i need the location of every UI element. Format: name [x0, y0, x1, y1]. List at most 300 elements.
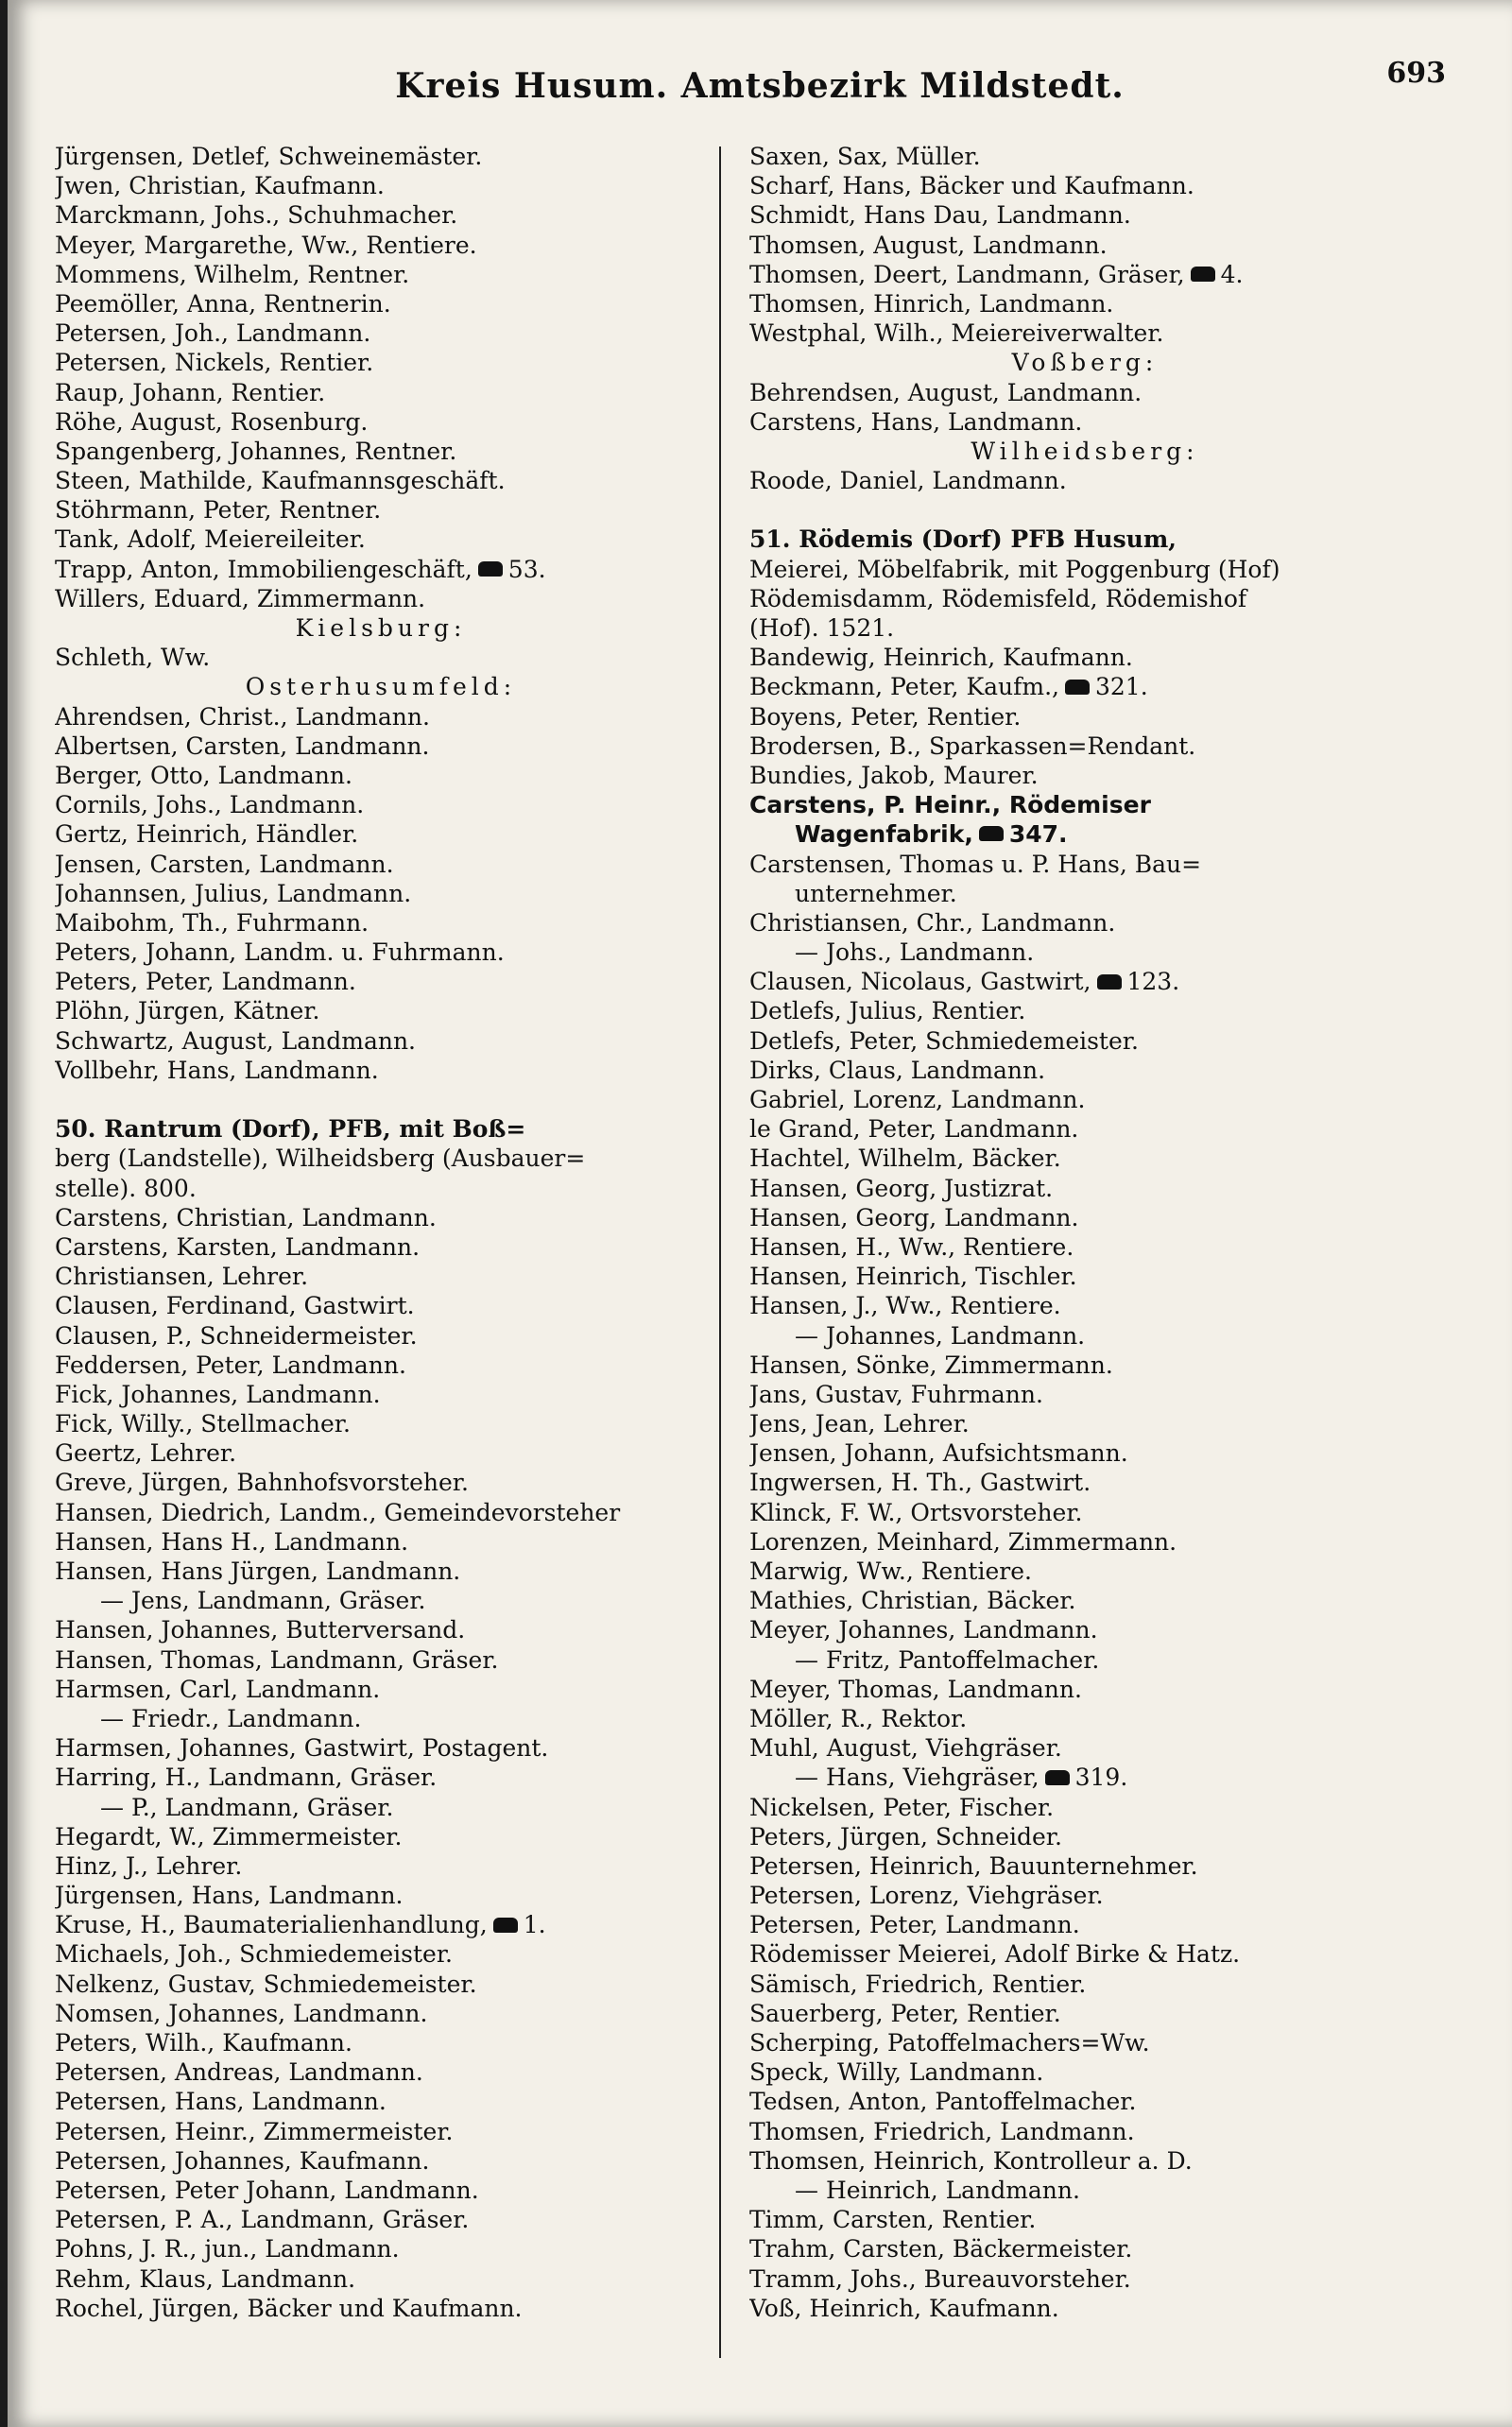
entry-text: Mathies, Christian, Bäcker.	[749, 1587, 1076, 1615]
entry-text: Jens, Jean, Lehrer.	[749, 1410, 970, 1438]
right-column	[749, 142, 1420, 2323]
directory-entry	[55, 908, 707, 938]
entry-text: Meyer, Thomas, Landmann.	[749, 1675, 1082, 1703]
directory-entry	[749, 2087, 1420, 2116]
entry-text: Nelkenz, Gustav, Schmiedemeister.	[55, 1970, 477, 1998]
directory-entry	[55, 1291, 707, 1320]
entry-text: Röhe, August, Rosenburg.	[55, 407, 369, 436]
entry-text: Nickelsen, Peter, Fischer.	[749, 1793, 1055, 1821]
directory-entry	[749, 1409, 1420, 1438]
directory-entry	[749, 1056, 1420, 1085]
directory-entry	[749, 1557, 1420, 1586]
directory-entry	[55, 2234, 707, 2263]
directory-entry	[55, 2264, 707, 2294]
directory-entry	[55, 819, 707, 849]
directory-entry	[749, 584, 1420, 613]
phone-number: 1.	[523, 1911, 546, 1939]
directory-entry	[749, 1321, 1420, 1351]
entry-text: Schleth, Ww.	[55, 644, 211, 672]
entry-text: Hansen, Georg, Landmann.	[749, 1203, 1079, 1231]
entry-text: Thomsen, Deert, Landmann, Gräser,	[749, 260, 1185, 288]
directory-entry	[55, 967, 707, 996]
municipality-heading	[749, 525, 1420, 554]
entry-text: Schwartz, August, Landmann.	[55, 1026, 416, 1055]
entry-text: Cornils, Johs., Landmann.	[55, 791, 365, 819]
directory-entry	[749, 850, 1420, 879]
entry-text: Petersen, Andreas, Landmann.	[55, 2058, 423, 2087]
entry-text: Hansen, Sönke, Zimmermann.	[749, 1351, 1113, 1379]
directory-entry	[55, 1615, 707, 1644]
entry-text: Bundies, Jakob, Maurer.	[749, 761, 1039, 789]
directory-entry	[749, 200, 1420, 230]
directory-entry	[55, 1438, 707, 1468]
phone-number: 4.	[1220, 260, 1244, 288]
entry-text: Nomsen, Johannes, Landmann.	[55, 1999, 428, 2027]
directory-entry	[749, 1380, 1420, 1409]
entry-text: Carstensen, Thomas u. P. Hans, Bau=	[749, 850, 1202, 878]
directory-entry	[55, 1498, 707, 1527]
entry-text: Carstens, P. Heinr., Rödemiser	[749, 791, 1151, 819]
directory-entry	[749, 1174, 1420, 1203]
entry-text: Trapp, Anton, Immobiliengeschäft,	[55, 555, 472, 583]
directory-entry	[55, 643, 707, 672]
entry-text: Muhl, August, Viehgräser.	[749, 1734, 1062, 1763]
entry-text: Osterhusumfeld:	[245, 673, 517, 701]
entry-text: Wilheidsberg:	[971, 437, 1199, 465]
entry-text: Westphal, Wilh., Meiereiverwalter.	[749, 319, 1164, 348]
entry-text: Detlefs, Peter, Schmiedemeister.	[749, 1026, 1139, 1055]
directory-entry	[749, 1763, 1420, 1792]
page-header	[8, 57, 1512, 119]
directory-entry	[749, 2205, 1420, 2234]
entry-text: Thomsen, Hinrich, Landmann.	[749, 289, 1114, 318]
entry-text: Ahrendsen, Christ., Landmann.	[55, 702, 430, 731]
entry-text: Hansen, J., Ww., Rentiere.	[749, 1292, 1061, 1320]
entry-text: Schmidt, Hans Dau, Landmann.	[749, 201, 1131, 230]
directory-entry	[749, 879, 1420, 908]
directory-entry	[55, 2146, 707, 2176]
entry-text: Carstens, Hans, Landmann.	[749, 407, 1083, 436]
entry-text: Hansen, Johannes, Butterversand.	[55, 1616, 466, 1644]
directory-entry	[749, 1085, 1420, 1114]
spacer	[749, 495, 1420, 525]
entry-text: Harmsen, Johannes, Gastwirt, Postagent.	[55, 1734, 549, 1763]
directory-entry	[749, 1645, 1420, 1675]
directory-entry	[749, 555, 1420, 584]
directory-entry	[749, 1586, 1420, 1615]
page-title: Kreis Husum. Amtsbezirk Mildstedt.	[395, 66, 1125, 106]
directory-entry	[55, 2087, 707, 2116]
entry-text: Scharf, Hans, Bäcker und Kaufmann.	[749, 172, 1194, 200]
directory-entry	[749, 1144, 1420, 1173]
directory-page	[8, 0, 1512, 2427]
directory-entry	[749, 908, 1420, 938]
entry-text: Sauerberg, Peter, Rentier.	[749, 1999, 1061, 2027]
directory-entry	[55, 850, 707, 879]
locality-heading	[749, 348, 1420, 377]
directory-entry	[749, 2057, 1420, 2087]
municipality-heading	[55, 1114, 707, 1144]
entry-text: Johannsen, Julius, Landmann.	[55, 879, 412, 907]
entry-text: Marwig, Ww., Rentiere.	[749, 1558, 1032, 1585]
entry-text: Tedsen, Anton, Pantoffelmacher.	[749, 2088, 1137, 2116]
directory-entry	[55, 525, 707, 554]
directory-entry	[749, 1291, 1420, 1320]
entry-text: Petersen, Peter Johann, Landmann.	[55, 2176, 479, 2204]
entry-text: Thomsen, Friedrich, Landmann.	[749, 2117, 1135, 2145]
directory-entry	[55, 938, 707, 967]
directory-entry	[749, 732, 1420, 761]
directory-entry	[749, 1733, 1420, 1763]
directory-entry	[749, 466, 1420, 495]
entry-text: le Grand, Peter, Landmann.	[749, 1115, 1079, 1144]
entry-text: Tramm, Johs., Bureauvorsteher.	[749, 2264, 1131, 2293]
entry-text: Trahm, Carsten, Bäckermeister.	[749, 2235, 1133, 2263]
entry-text: Jensen, Carsten, Landmann.	[55, 850, 394, 878]
phone-number: 347.	[1008, 820, 1068, 849]
entry-text: Peters, Johann, Landm. u. Fuhrmann.	[55, 938, 505, 967]
entry-text: Ingwersen, H. Th., Gastwirt.	[749, 1469, 1091, 1497]
directory-entry	[749, 1704, 1420, 1733]
directory-entry	[55, 2028, 707, 2057]
entry-text: Petersen, Hans, Landmann.	[55, 2088, 387, 2116]
directory-entry	[749, 967, 1420, 996]
entry-text: Hansen, Thomas, Landmann, Gräser.	[55, 1645, 499, 1674]
entry-text: Petersen, P. A., Landmann, Gräser.	[55, 2206, 470, 2234]
entry-text: — Jens, Landmann, Gräser.	[100, 1587, 426, 1615]
entry-text: Michaels, Joh., Schmiedemeister.	[55, 1940, 453, 1969]
directory-entry	[749, 1999, 1420, 2028]
entry-text: Hansen, H., Ww., Rentiere.	[749, 1232, 1074, 1261]
entry-text: Carstens, Christian, Landmann.	[55, 1203, 437, 1231]
entry-text: Lorenzen, Meinhard, Zimmermann.	[749, 1527, 1177, 1556]
directory-entry	[55, 2057, 707, 2087]
entry-text: Harring, H., Landmann, Gräser.	[55, 1764, 438, 1792]
entry-text: Steen, Mathilde, Kaufmannsgeschäft.	[55, 467, 506, 495]
entry-text: Hansen, Hans H., Landmann.	[55, 1527, 409, 1556]
page-number: 693	[1386, 57, 1446, 90]
directory-entry	[749, 1970, 1420, 1999]
directory-entry	[55, 702, 707, 732]
locality-heading	[55, 672, 707, 701]
entry-text: Hachtel, Wilhelm, Bäcker.	[749, 1145, 1061, 1173]
entry-text: Saxen, Sax, Müller.	[749, 143, 981, 170]
telephone-icon	[478, 561, 503, 577]
entry-text: Wagenfabrik,	[795, 820, 973, 849]
directory-entry	[55, 407, 707, 437]
directory-entry	[55, 879, 707, 908]
entry-text: Möller, R., Rektor.	[749, 1704, 968, 1732]
directory-entry	[749, 231, 1420, 260]
directory-entry	[749, 1232, 1420, 1262]
entry-text: Hansen, Georg, Justizrat.	[749, 1174, 1054, 1202]
entry-text: Rochel, Jürgen, Bäcker und Kaufmann.	[55, 2294, 523, 2322]
phone-number: 123.	[1126, 968, 1180, 996]
directory-entry	[55, 1733, 707, 1763]
entry-text: — Johs., Landmann.	[795, 938, 1035, 967]
directory-entry	[749, 2146, 1420, 2176]
entry-text: Christiansen, Lehrer.	[55, 1263, 309, 1291]
directory-entry	[55, 200, 707, 230]
telephone-icon	[1191, 267, 1215, 282]
entry-text: Gertz, Heinrich, Händler.	[55, 820, 359, 849]
directory-entry	[749, 790, 1420, 819]
directory-entry	[55, 1851, 707, 1881]
entry-text: Harmsen, Carl, Landmann.	[55, 1675, 381, 1703]
directory-entry	[55, 1321, 707, 1351]
directory-entry	[55, 289, 707, 318]
entry-text: Thomsen, August, Landmann.	[749, 231, 1108, 259]
entry-text: Petersen, Joh., Landmann.	[55, 319, 371, 348]
directory-entry	[749, 938, 1420, 967]
entry-text: Christiansen, Chr., Landmann.	[749, 908, 1116, 937]
entry-text: Jensen, Johann, Aufsichtsmann.	[749, 1439, 1128, 1468]
directory-entry	[749, 2294, 1420, 2323]
directory-entry	[749, 1822, 1420, 1851]
phone-number: 319.	[1074, 1764, 1128, 1792]
directory-entry	[749, 1910, 1420, 1939]
entry-text: Clausen, P., Schneidermeister.	[55, 1321, 418, 1350]
entry-text: Rödemisser Meierei, Adolf Birke & Hatz.	[749, 1940, 1241, 1969]
directory-entry	[749, 318, 1420, 348]
directory-entry	[749, 996, 1420, 1025]
directory-entry	[55, 996, 707, 1025]
entry-text: — Friedr., Landmann.	[100, 1704, 362, 1732]
locality-heading	[55, 613, 707, 643]
directory-entry	[55, 790, 707, 819]
entry-text: Marckmann, Johs., Schuhmacher.	[55, 201, 458, 230]
entry-text: Petersen, Heinr., Zimmermeister.	[55, 2117, 454, 2145]
directory-entry	[55, 142, 707, 171]
entry-text: Dirks, Claus, Landmann.	[749, 1056, 1046, 1084]
entry-text: Greve, Jürgen, Bahnhofsvorsteher.	[55, 1469, 469, 1497]
entry-text: Carstens, Karsten, Landmann.	[55, 1232, 421, 1261]
entry-text: Meierei, Möbelfabrik, mit Poggenburg (Hof)	[749, 555, 1280, 583]
directory-entry	[55, 171, 707, 200]
directory-entry	[749, 407, 1420, 437]
entry-text: Pohns, J. R., jun., Landmann.	[55, 2235, 400, 2263]
entry-text: Albertsen, Carsten, Landmann.	[55, 732, 430, 760]
left-column	[55, 142, 707, 2323]
entry-text: Peters, Jürgen, Schneider.	[749, 1822, 1062, 1850]
column-divider	[719, 146, 721, 2358]
directory-entry	[749, 1468, 1420, 1497]
entry-text: 50. Rantrum (Dorf), PFB, mit Boß=	[55, 1115, 526, 1144]
entry-text: Fick, Willy., Stellmacher.	[55, 1410, 351, 1438]
directory-entry	[55, 1144, 707, 1173]
directory-entry	[749, 1262, 1420, 1291]
entry-text: Feddersen, Peter, Landmann.	[55, 1351, 406, 1379]
spacer	[55, 1085, 707, 1114]
entry-text: Peters, Wilh., Kaufmann.	[55, 2029, 352, 2057]
directory-entry	[749, 761, 1420, 790]
entry-text: Voßberg:	[1011, 349, 1159, 377]
entry-text: Behrendsen, August, Landmann.	[749, 378, 1143, 406]
entry-text: Fick, Johannes, Landmann.	[55, 1380, 381, 1408]
directory-entry	[749, 2234, 1420, 2263]
phone-number: 53.	[507, 555, 546, 583]
directory-entry	[55, 1645, 707, 1675]
directory-entry	[55, 1203, 707, 1232]
locality-heading	[749, 437, 1420, 466]
entry-text: Petersen, Lorenz, Viehgräser.	[749, 1882, 1104, 1910]
entry-text: Rödemisdamm, Rödemisfeld, Rödemishof	[749, 584, 1247, 612]
entry-text: Clausen, Nicolaus, Gastwirt,	[749, 968, 1091, 996]
entry-text: Kruse, H., Baumaterialienhandlung,	[55, 1911, 488, 1939]
entry-text: Raup, Johann, Rentier.	[55, 378, 326, 406]
telephone-icon	[1097, 974, 1122, 990]
directory-entry	[749, 2117, 1420, 2146]
entry-text: Petersen, Heinrich, Bauunternehmer.	[749, 1851, 1198, 1880]
directory-entry	[749, 672, 1420, 701]
entry-text: Petersen, Nickels, Rentier.	[55, 349, 374, 377]
entry-text: Jwen, Christian, Kaufmann.	[55, 172, 385, 200]
directory-entry	[749, 1203, 1420, 1232]
entry-text: — Hans, Viehgräser,	[795, 1764, 1040, 1792]
directory-entry	[749, 1438, 1420, 1468]
directory-entry	[55, 231, 707, 260]
entry-text: Hansen, Diedrich, Landm., Gemeindevorsteher	[55, 1498, 621, 1526]
directory-entry	[55, 555, 707, 584]
entry-text: Sämisch, Friedrich, Rentier.	[749, 1970, 1087, 1998]
directory-entry	[55, 1793, 707, 1822]
entry-text: Kielsburg:	[295, 614, 467, 642]
directory-entry	[749, 378, 1420, 407]
entry-text: Beckmann, Peter, Kaufm.,	[749, 673, 1059, 701]
directory-entry	[55, 1527, 707, 1557]
entry-text: Scherping, Patoffelmachers=Ww.	[749, 2029, 1150, 2057]
directory-entry	[55, 1409, 707, 1438]
directory-entry	[55, 2176, 707, 2205]
directory-entry	[55, 761, 707, 790]
directory-entry	[55, 1939, 707, 1969]
entry-text: Roode, Daniel, Landmann.	[749, 467, 1067, 495]
entry-text: Brodersen, B., Sparkassen=Rendant.	[749, 732, 1196, 760]
directory-entry	[749, 2176, 1420, 2205]
entry-text: Geertz, Lehrer.	[55, 1439, 237, 1468]
entry-text: Willers, Eduard, Zimmermann.	[55, 584, 426, 612]
entry-text: Detlefs, Julius, Rentier.	[749, 997, 1026, 1025]
directory-entry	[55, 1232, 707, 1262]
entry-text: Klinck, F. W., Ortsvorsteher.	[749, 1498, 1083, 1526]
directory-entry	[55, 2117, 707, 2146]
directory-entry	[749, 819, 1420, 849]
directory-entry	[749, 1026, 1420, 1056]
entry-text: Jürgensen, Detlef, Schweinemäster.	[55, 143, 483, 170]
entry-text: Clausen, Ferdinand, Gastwirt.	[55, 1292, 415, 1320]
entry-text: Plöhn, Jürgen, Kätner.	[55, 997, 320, 1025]
directory-entry	[55, 495, 707, 525]
directory-entry	[55, 584, 707, 613]
entry-text: Thomsen, Heinrich, Kontrolleur a. D.	[749, 2146, 1193, 2175]
entry-text: Meyer, Margarethe, Ww., Rentiere.	[55, 231, 477, 259]
entry-text: (Hof). 1521.	[749, 614, 895, 642]
entry-text: Maibohm, Th., Fuhrmann.	[55, 908, 369, 937]
directory-entry	[55, 1675, 707, 1704]
directory-entry	[55, 1586, 707, 1615]
directory-entry	[55, 1822, 707, 1851]
entry-text: Meyer, Johannes, Landmann.	[749, 1616, 1098, 1644]
directory-entry	[55, 1999, 707, 2028]
entry-text: Hegardt, W., Zimmermeister.	[55, 1822, 403, 1850]
directory-entry	[749, 1939, 1420, 1969]
directory-entry	[749, 613, 1420, 643]
entry-text: — Fritz, Pantoffelmacher.	[795, 1645, 1100, 1674]
entry-text: Vollbehr, Hans, Landmann.	[55, 1056, 379, 1084]
directory-entry	[55, 1557, 707, 1586]
directory-entry	[749, 142, 1420, 171]
entry-text: Mommens, Wilhelm, Rentner.	[55, 260, 410, 288]
entry-text: Boyens, Peter, Rentier.	[749, 702, 1022, 731]
entry-text: Hansen, Heinrich, Tischler.	[749, 1263, 1077, 1291]
directory-entry	[749, 643, 1420, 672]
entry-text: Rehm, Klaus, Landmann.	[55, 2264, 356, 2293]
directory-entry	[749, 702, 1420, 732]
entry-text: stelle). 800.	[55, 1174, 197, 1202]
directory-entry	[55, 466, 707, 495]
directory-entry	[749, 2028, 1420, 2057]
telephone-icon	[493, 1918, 518, 1933]
directory-entry	[55, 260, 707, 289]
directory-entry	[749, 1498, 1420, 1527]
entry-text: Gabriel, Lorenz, Landmann.	[749, 1086, 1086, 1113]
directory-entry	[55, 1262, 707, 1291]
entry-text: Hansen, Hans Jürgen, Landmann.	[55, 1558, 461, 1585]
directory-entry	[55, 1970, 707, 1999]
directory-entry	[55, 1468, 707, 1497]
directory-entry	[749, 1793, 1420, 1822]
entry-text: Petersen, Johannes, Kaufmann.	[55, 2146, 430, 2175]
directory-entry	[55, 1380, 707, 1409]
entry-text: Tank, Adolf, Meiereileiter.	[55, 525, 366, 554]
directory-entry	[749, 1615, 1420, 1644]
directory-entry	[749, 1675, 1420, 1704]
directory-entry	[749, 1351, 1420, 1380]
entry-text: Hinz, J., Lehrer.	[55, 1851, 243, 1880]
directory-entry	[55, 1881, 707, 1910]
directory-entry	[749, 289, 1420, 318]
directory-entry	[55, 2205, 707, 2234]
entry-text: Jans, Gustav, Fuhrmann.	[749, 1380, 1043, 1408]
directory-entry	[749, 1851, 1420, 1881]
directory-entry	[55, 378, 707, 407]
directory-entry	[55, 1763, 707, 1792]
telephone-icon	[979, 826, 1004, 841]
directory-entry	[749, 1881, 1420, 1910]
entry-text: Peemöller, Anna, Rentnerin.	[55, 289, 391, 318]
entry-text: Petersen, Peter, Landmann.	[749, 1911, 1080, 1939]
directory-entry	[55, 1910, 707, 1939]
entry-text: Jürgensen, Hans, Landmann.	[55, 1882, 404, 1910]
entry-text: — P., Landmann, Gräser.	[100, 1793, 394, 1821]
entry-text: Peters, Peter, Landmann.	[55, 968, 356, 996]
entry-text: Speck, Willy, Landmann.	[749, 2058, 1044, 2087]
directory-entry	[55, 1704, 707, 1733]
directory-entry	[749, 2264, 1420, 2294]
directory-entry	[749, 260, 1420, 289]
entry-text: 51. Rödemis (Dorf) PFB Husum,	[749, 525, 1177, 554]
entry-text: Timm, Carsten, Rentier.	[749, 2206, 1037, 2234]
entry-text: unternehmer.	[795, 879, 957, 907]
directory-entry	[55, 437, 707, 466]
directory-entry	[55, 1026, 707, 1056]
entry-text: Berger, Otto, Landmann.	[55, 761, 352, 789]
telephone-icon	[1045, 1770, 1070, 1785]
entry-text: — Heinrich, Landmann.	[795, 2176, 1080, 2204]
directory-entry	[55, 318, 707, 348]
entry-text: Spangenberg, Johannes, Rentner.	[55, 437, 457, 465]
directory-entry	[55, 1056, 707, 1085]
